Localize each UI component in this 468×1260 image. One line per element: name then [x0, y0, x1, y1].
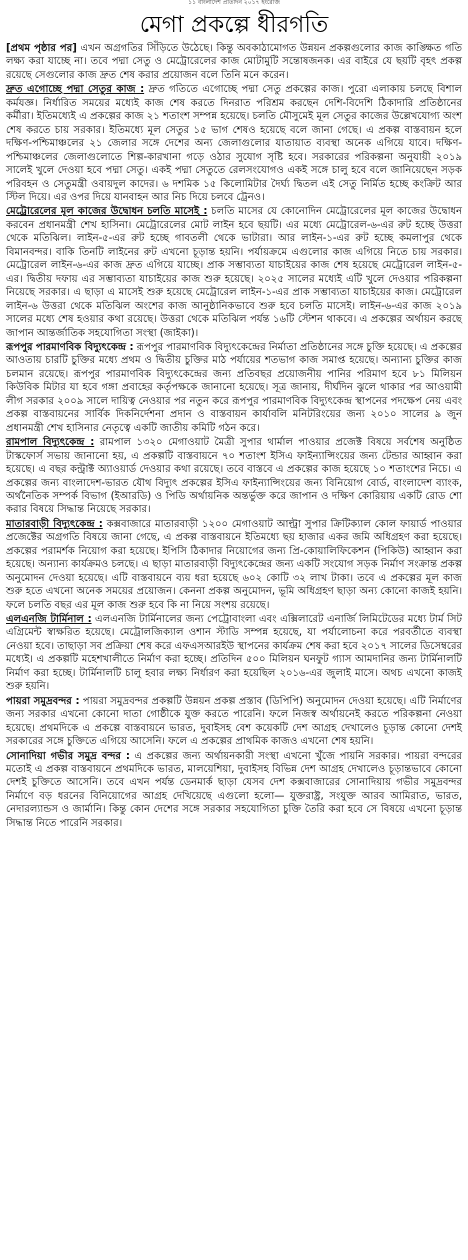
section-matarbari [6, 518, 462, 612]
paragraph-text: এলএনজি টার্মিনালের জন্য পেট্রোবাংলা এবং এক্সিলারেট এনার্জি লিমিটেডের মধ্যে টার্ম সিট এগ্রিমেন্ট স্বাক্ষরিত হয়েছে। মেট্রোলজিক্যাল ওশান স্টাডি সম্পন্ন হয়েছে, যা পর্যালোচনা করে পরবর্তীতে ব্যবস্থা নেওয়া হবে। তাছাড়া সব প্রক্রিয়া শেষ করে এফএসআরইউ স্থাপনের কার্যক্রম শেষ করা হবে ২০১৭ সালের ডিসেম্বরের মধ্যেই। এ প্রকল্পটি মহেশখালীতে নির্মাণ করা হচ্ছে। প্রতিদিন ৫০০ মিলিয়ন ঘনফুট গ্যাস আমদানির জন্য টার্মিনালটি নির্মাণ করা হচ্ছে। টার্মিনালটি চালু হবার লক্ষ্য নির্ধারণ করা হয়েছিল ২০১৬-এর জুলাই মাসে। অথচ এখনো কাজই শুরু হয়নি। [6, 614, 462, 693]
section-heading: রামপাল বিদ্যুৎকেন্দ্র : [6, 437, 95, 449]
section-padma-bridge [6, 83, 462, 204]
section-heading: মেট্রোরেলের মূল কাজের উদ্বোধন চলতি মাসেই : [6, 206, 208, 218]
continued-from-front-page: [প্রথম পৃষ্ঠার পর] [6, 43, 77, 54]
paragraph-text: এখন অগ্রগতির সিঁড়িতে উঠেছে। কিন্তু অবকাঠামোগত উন্নয়ন প্রকল্পগুলোর কাজ কাঙ্ক্ষিত গতি লক্ষ্য করা যাচ্ছে না। তবে পদ্মা সেতু ও মেট্রোরেলের কাজ মোটামুটি সন্তোষজনক। এর বাইরে যে ছয়টি বৃহৎ প্রকল্প রয়েছে সেগুলোর কাজ দ্রুত শেষ করার প্রয়োজন বলে তিনি মনে করেন। [6, 43, 462, 81]
paragraph-text: দ্রুত গতিতে এগোচ্ছে পদ্মা সেতু প্রকল্পের কাজ। পুরো এলাকায় চলছে বিশাল কর্মযজ্ঞ। নির্ধারিত সময়ের মধ্যেই কাজ শেষ করতে দিনরাত পরিশ্রম করছেন দেশি-বিদেশি ঠিকাদারি প্রতিষ্ঠানের কর্মীরা। ইতিমধ্যেই এ প্রকল্পের কাজ ২১ শতাংশ সম্পন্ন হয়েছে। চলতি মৌসুমেই মূল সেতুর কাজের উল্লেখযোগ্য অংশ শেষ করতে চায় সরকার। ইতিমধ্যে মূল সেতুর ১৫ ভাগ শেষও হয়েছে বলে জানা গেছে। এ প্রকল্প বাস্তবায়ন হলে দক্ষিণ-পশ্চিমাঞ্চলের ২১ জেলার সঙ্গে দেশের অন্য জেলাগুলোর যাতায়াত ব্যবস্থা অনেক এগিয়ে যাবে। দক্ষিণ-পশ্চিমাঞ্চলের জেলাগুলোতে শিল্প-কারখানা গড়ে ওঠার সুযোগ সৃষ্টি হবে। সরকারের পরিকল্পনা অনুযায়ী ২০১৯ সালেই খুলে দেওয়া হবে পদ্মা সেতু। একই পদ্মা সেতুতে রেলসংযোগও একই সঙ্গে চালু হবে বলে জানিয়েছেন সড়ক পরিবহন ও সেতুমন্ত্রী ওবায়দুল কাদের। ৬ দশমিক ১৫ কিলোমিটার দৈর্ঘ্য দ্বিতল এই সেতু নির্মিত হচ্ছে কংক্রিট আর স্টিল দিয়ে। এর ওপর দিয়ে যানবাহন আর নিচ দিয়ে চলবে ট্রেনও। [6, 84, 462, 203]
section-heading: দ্রুত এগোচ্ছে পদ্মা সেতুর কাজ : [6, 84, 145, 96]
section-rampal [6, 436, 462, 517]
section-payra-port [6, 695, 462, 749]
section-rooppur [6, 341, 462, 435]
paragraph-text: কক্সবাজারে মাতারবাড়ী ১২০০ মেগাওয়াট আল্ট্রা সুপার ক্রিটিক্যাল কোল ফায়ার্ড পাওয়ার প্রজেক্টের অগ্রগতি বিষয়ে জানা গেছে, এ প্রকল্প বাস্তবায়নে ইতিমধ্যে ছয় হাজার একর জমি অধিগ্রহণ করা হয়েছে। প্রকল্পের পরামর্শক নিয়োগ করা হয়েছে। ইপিসি ঠিকাদার নিয়োগের জন্য প্রি-কোয়ালিফিকেশন (পিকিউ) আহ্বান করা হয়েছে। অন্যান্য কার্যক্রমও চলছে। এ ছাড়া মাতারবাড়ী বিদ্যুৎকেন্দ্রের জন্য একটি সংযোগ সড়ক নির্মাণ সংক্রান্ত প্রকল্প অনুমোদন দেওয়া হয়েছে। এটি বাস্তবায়নে ব্যয় ধরা হয়েছে ৬০২ কোটি ৩২ লাখ টাকা। তবে এ প্রকল্পের মূল কাজ শুরু হতে এখনো অনেক সময়ের প্রয়োজন। কেননা প্রকল্প অনুমোদন, ভূমি অধিগ্রহণ ছাড়া অন্য কোনো কাজই হয়নি। ফলে চলতি বছর এর মূল কাজ শুরু হবে কি না নিয়ে সংশয় রয়েছে। [6, 518, 462, 611]
paragraph-text: চলতি মাসের যে কোনোদিন মেট্রোরেলের মূল কাজের উদ্বোধন করবেন প্রধানমন্ত্রী শেখ হাসিনা। মেট্রোরেলের মোট লাইন হবে ছয়টি। এর মধ্যে মেট্রোরেল-৬-এর রুট হচ্ছে উত্তরা থেকে মতিঝিল। লাইন-৫-এর রুট হচ্ছে গাবতলী থেকে ভাটারা। আর লাইন-১-এর রুট হচ্ছে কমলাপুর থেকে বিমানবন্দর। বাকি তিনটি লাইনের রুট এখনো চূড়ান্ত হয়নি। পর্যায়ক্রমে এগুলোর কাজ এগিয়ে নিতে চায় সরকার। মেট্রোরেল লাইন-৬-এর কাজ দ্রুত এগিয়ে যাচ্ছে। প্রাক সম্ভাব্যতা যাচাইয়ের কাজ শেষ হয়েছে মেট্রোরেল লাইন-৫-এর। দ্বিতীয় দফায় এর সম্ভাব্যতা যাচাইয়ের কাজ শুরু হয়েছে। ২০২৫ সালের মধ্যেই এটি খুলে দেওয়ার পরিকল্পনা নিয়েছে সরকার। এ ছাড়া এ মাসেই শুরু হয়েছে মেট্রোরেল লাইন-১-এর প্রাক সম্ভাব্যতা যাচাইয়ের কাজ। মেট্রোরেল লাইন-৬ উত্তরা থেকে মতিঝিল অংশের কাজ আনুষ্ঠানিকভাবে শুরু হবে চলতি মাসেই। লাইন-৬-এর কাজ ২০১৯ সালের মধ্যে শেষ হওয়ার কথা রয়েছে। উত্তরা থেকে মতিঝিল পর্যন্ত ১৬টি স্টেশন থাকবে। এ প্রকল্পের অর্থায়ন করছে জাপান আন্তর্জাতিক সহযোগিতা সংস্থা (জাইকা)। [6, 206, 463, 339]
section-heading: রূপপুর পারমাণবিক বিদ্যুৎকেন্দ্র : [6, 341, 134, 353]
paragraph-text: এ প্রকল্পের জন্য অর্থায়নকারী সংস্থা এখনো খুঁজে পায়নি সরকার। পায়রা বন্দরের মতোই এ প্রকল্প বাস্তবায়নে প্রথমদিকে ভারত, মালয়েশিয়া, দুবাইসহ বিভিন্ন দেশ আগ্রহ দেখালেও চূড়ান্তভাবে কোনো দেশই চুক্তিতে আসেনি। তবে এখন পর্যন্ত ডেনমার্ক ছাড়া যেসব দেশ কক্সবাজারের সোনাদিয়ায় গভীর সমুদ্রবন্দর নির্মাণে বড় ধরনের বিনিয়োগের আগ্রহ দেখিয়েছে এগুলো হলো— যুক্তরাষ্ট্র, সংযুক্ত আরব আমিরাত, ভারত, নেদারল্যান্ডস ও জার্মানি। কিন্তু কোন দেশের সঙ্গে সরকার সহযোগিতা চুক্তি তৈরি করা হবে সে বিষয়ে এখনো চূড়ান্ত সিদ্ধান্ত নিতে পারেনি সরকার। [6, 750, 462, 829]
paragraph-text: রামপাল ১৩২০ মেগাওয়াট মৈত্রী সুপার থার্মাল পাওয়ার প্রজেক্ট বিষয়ে সর্বশেষ অনুষ্ঠিত টাস্কফোর্স সভায় জানানো হয়, এ প্রকল্পটি বাস্তবায়নে ৭০ শতাংশ ইসিএ ফাইন্যান্সিংয়ের জন্য টেন্ডার আহ্বান করা হয়েছে। এ বছর কন্ট্রাক্ট অ্যাওয়ার্ড দেওয়ার কথা রয়েছে। তবে বাস্তবে এ প্রকল্পের কাজ হয়েছে ১০ শতাংশের নিচে। এ প্রকল্পের জন্য বাংলাদেশ-ভারত যৌথ বিদ্যুৎ প্রকল্পের ইসিএ ফাইন্যান্সিংয়ের জন্য বিনিয়োগ বোর্ড, বাংলাদেশ ব্যাংক, অর্থনৈতিক সম্পর্ক বিভাগ (ইআরডি) ও পিডি অর্থায়নিক অন্তর্ভুক্ত করে জাপান ও দক্ষিণ কোরিয়ায় একটি রোড শো করার বিষয়ে সিদ্ধান্ত নিয়েছে সরকার। [6, 437, 462, 516]
paragraph-text: পায়রা সমুদ্রবন্দর প্রকল্পটি উন্নয়ন প্রকল্প প্রস্তাব (ডিপিপি) অনুমোদন দেওয়া হয়েছে। এটি নির্মাণের জন্য সরকার এখনো কোনো দাতা গোষ্ঠীকে যুক্ত করতে পারেনি। ফলে নিজস্ব অর্থায়নেই করতে পরিকল্পনা নেওয়া হয়েছে। প্রথমদিকে এ প্রকল্পে বাস্তবায়নে ভারত, দুবাইসহ বেশ কয়েকটি দেশ আগ্রহ দেখালেও চূড়ান্ত কোনো দেশই সরকারের সঙ্গে চুক্তিতে এগিয়ে আসেনি। ফলে এ প্রকল্পের প্রাথমিক কাজও এখনো শেষ হয়নি। [6, 695, 462, 748]
paragraph-text: রূপপুর পারমাণবিক বিদ্যুৎকেন্দ্রের নির্মাতা প্রতিষ্ঠানের সঙ্গে চুক্তি হয়েছে। এ প্রকল্পের আওতায় চারটি চুক্তির মধ্যে প্রথম ও দ্বিতীয় চুক্তির মাঠ পর্যায়ের শতভাগ কাজ সমাপ্ত হয়েছে। অন্যান্য চুক্তির কাজ চলমান রয়েছে। রূপপুর পারমাণবিক বিদ্যুৎকেন্দ্রের জন্য প্রতিবছর প্রয়োজনীয় পানির পরিমাণ হবে ৮১ মিলিয়ন কিউবিক মিটার যা হবে গঙ্গা প্রবাহের কর্তৃপক্ষকে জানানো হয়েছে। সূত্র জানায়, দীর্ঘদিন ঝুলে থাকার পর আওয়ামী লীগ সরকার ২০০৯ সালে দায়িত্ব নেওয়ার পর নতুন করে রূপপুর পারমাণবিক বিদ্যুৎকেন্দ্র স্থাপনের পদক্ষেপ নেয় এবং প্রকল্প বাস্তবায়নের সার্বিক দিকনির্দেশনা প্রদান ও বাস্তবায়ন কার্যাবলি মনিটরিংয়ের জন্য ২০১০ সালের ৯ জুন প্রধানমন্ত্রী শেখ হাসিনার নেতৃত্বে একটি জাতীয় কমিটি গঠন করে। [6, 341, 463, 434]
section-heading: মাতারবাড়ী বিদ্যুৎকেন্দ্র : [6, 518, 103, 530]
section-metrorail [6, 205, 462, 340]
section-heading: সোনাদিয়া গভীর সমুদ্র বন্দর : [6, 750, 130, 762]
article-body [6, 42, 462, 830]
section-heading: এলএনজি টার্মিনাল : [6, 614, 92, 626]
article-headline: মেগা প্রকল্পে ধীরগতি [139, 12, 329, 38]
intro-paragraph [6, 42, 462, 82]
section-heading: পায়রা সমুদ্রবন্দর : [6, 695, 80, 707]
page-header-line: ১১ বাংলাদেশ প্রতিদিন ২০১৭ ইংরেজি [188, 0, 280, 6]
section-lng-terminal [6, 613, 462, 694]
section-sonadia-port [6, 750, 462, 831]
